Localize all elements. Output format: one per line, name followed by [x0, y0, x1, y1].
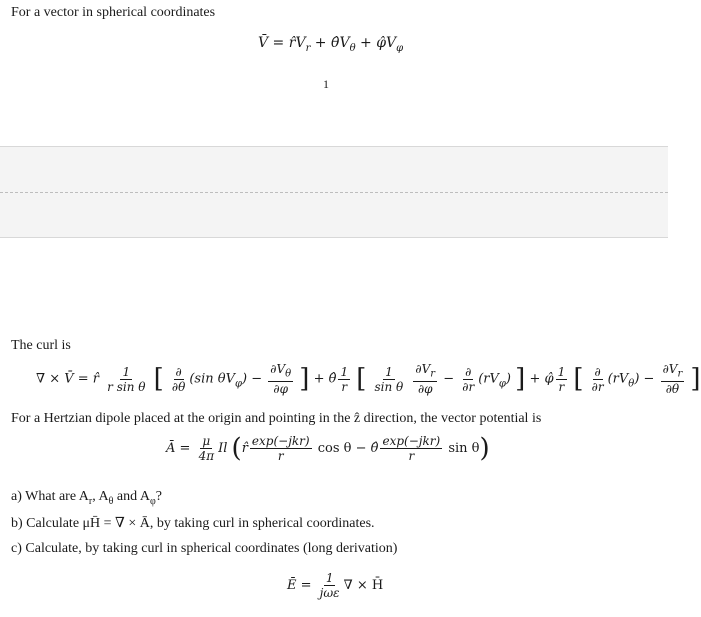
r-hat: r̂: [288, 35, 296, 51]
question-a: a) What are $A_r$, $A_\theta$ and $A_\varphi$?: [11, 489, 162, 507]
page-break-bottom: [0, 193, 668, 238]
vector-lhs: V̄ =: [258, 35, 289, 51]
curl-intro-text: The curl is: [11, 338, 71, 353]
efield-equation: Ē = $\frac{1}{\text{jωε}}$ ∇ × H̄: [287, 571, 384, 600]
dipole-intro-text: For a Hertzian dipole placed at the origin and pointing in the ẑ direction, the vector potential is: [11, 411, 542, 426]
phi-hat: φ̂: [376, 35, 387, 51]
vector-equation: V̄ = $r̂V_r$ + $\thetâV_\theta$ + $\varphîV_\varphi$: [258, 35, 404, 54]
page-break-top: [0, 146, 668, 193]
vector-potential-equation: Ā = $\frac{\mu}{4\pi}$ Il (r̂ $\frac{\text{exp(−jkr)}}{r}$ cos θ − θ̂ $\frac{\text{exp(−jkr)}}{r}$ sin θ): [166, 433, 490, 464]
curl-lhs: ∇ × V̄ = r̂: [36, 371, 99, 387]
curl-equation: ∇ × V̄ = r̂ $\frac{1}{\text{r sin θ}}$ [ $\frac{\partial}{\partial\theta}$ (sin $\theta V_\varphi$) − $\frac{\partial V_\theta}{\partial\varphi}$ ] + θ̂ $\frac{1}{r}$ [ $\frac{1}{\text{sin θ}}$ $\frac{\partial V_r}{\partial\varphi}$ − $\frac{\partial}{\partial r}$ $(rV_\varphi)$ ] + φ̂ $\frac{1}{r}$ [ $\frac{\partial}{\partial r}$ $(rV_\theta)$ − $\frac{\partial V_r}{\partial\theta}$ ]: [36, 362, 701, 397]
question-c: c) Calculate, by taking curl in spherical coordinates (long derivation): [11, 541, 398, 556]
page-number: 1: [323, 77, 329, 91]
theta-hat: θ̂: [331, 35, 340, 51]
question-b: b) Calculate μH̄ = ∇ × Ā, by taking curl in spherical coordinates.: [11, 516, 375, 531]
intro-text: For a vector in spherical coordinates: [11, 5, 216, 20]
fraction-1-over-rsin: $\frac{1}{\text{r sin θ}}$: [107, 364, 146, 394]
